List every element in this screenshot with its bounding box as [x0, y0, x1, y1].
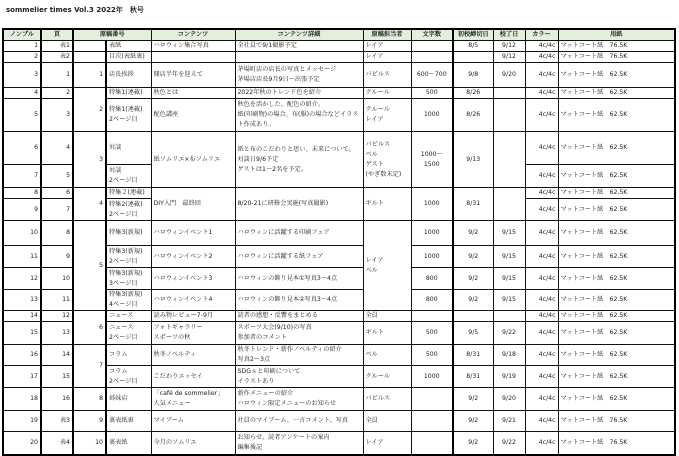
cell-content[interactable]: ハロウィンイベント4 [151, 290, 235, 311]
cell-writer[interactable]: ベル [363, 345, 411, 366]
cell-ms-title[interactable]: 特集1(連載) 2ページ目 [106, 99, 151, 132]
cell-nombre[interactable]: 13 [3, 290, 41, 311]
cell-first-proof[interactable]: 9/2 [453, 290, 493, 311]
cell-ms-title[interactable]: コラム [106, 345, 151, 366]
cell-final[interactable]: 9/12 [493, 52, 525, 63]
header-char-count: 文字数 [411, 29, 453, 41]
cell-ms-title[interactable]: 表紙 [106, 41, 151, 52]
cell-chars[interactable] [411, 411, 453, 432]
cell-nombre[interactable]: 1 [3, 41, 41, 52]
cell-chars[interactable] [411, 311, 453, 322]
cell-paper[interactable]: マットコート紙 62.5K [558, 322, 675, 345]
cell-writer[interactable]: レイア [363, 41, 411, 52]
cell-paper[interactable]: マットコート紙 62.5K [558, 311, 675, 322]
cell-ms-title[interactable]: 裏表紙裏 [106, 411, 151, 432]
cell-ms-title[interactable]: コラム 2ページ目 [106, 366, 151, 388]
cell-final[interactable] [493, 132, 525, 188]
cell-color[interactable]: 4c/4c [525, 52, 558, 63]
cell-detail[interactable]: ハロウィンの飾り見本①写真3～4点 [235, 268, 363, 290]
cell-ms-title[interactable]: 特集２(連載) [106, 188, 151, 199]
table-row [3, 188, 675, 199]
cell-paper[interactable]: マットコート紙 62.5K [558, 388, 675, 411]
cell-chars[interactable]: 800 [411, 290, 453, 311]
cell-final[interactable]: 9/15 [493, 221, 525, 246]
cell-first-proof[interactable]: 9/13 [453, 132, 493, 188]
cell-paper[interactable]: マットコート紙 76.5K [558, 432, 675, 455]
cell-ms-no[interactable]: 9 [73, 411, 106, 432]
cell-final[interactable]: 9/22 [493, 322, 525, 345]
cell-nombre[interactable]: 11 [3, 246, 41, 268]
cell-detail[interactable]: お知らせ、読者アンケートの案内 編集後記 [235, 432, 363, 455]
cell-content[interactable]: マイブーム [151, 411, 235, 432]
cell-detail[interactable]: ハロウィンに活躍する印刷フェア [235, 221, 363, 246]
cell-page[interactable]: 表3 [41, 411, 73, 432]
cell-writer[interactable]: 全員 [363, 411, 411, 432]
cell-paper[interactable]: マットコート紙 62.5K [558, 99, 675, 132]
cell-color[interactable]: 4c/4c [525, 221, 558, 246]
cell-detail[interactable]: 8/20-21に研修会実施(写真撮影) [235, 188, 363, 221]
cell-page[interactable]: 12 [41, 311, 73, 322]
cell-content[interactable]: 秋色とは [151, 88, 235, 99]
cell-writer[interactable]: レイア [363, 52, 411, 63]
table-row [3, 52, 675, 63]
cell-nombre[interactable]: 17 [3, 366, 41, 388]
cell-ms-title[interactable]: 裏表紙 [106, 432, 151, 455]
cell-detail[interactable]: 紙と布のこだわりと思い、未来について。対談日9/6予定 ゲストは1～2名を予定。 [235, 132, 363, 188]
cell-page[interactable]: 14 [41, 345, 73, 366]
cell-page[interactable]: 8 [41, 221, 73, 246]
cell-paper[interactable]: マットコート紙 62.5K [558, 366, 675, 388]
cell-first-proof[interactable]: 9/5 [453, 322, 493, 345]
cell-final[interactable] [493, 311, 525, 322]
cell-first-proof[interactable]: 8/26 [453, 99, 493, 132]
cell-page[interactable]: 5 [41, 165, 73, 188]
cell-ms-no[interactable] [73, 52, 106, 63]
cell-detail[interactable]: 読者の感想・反響をまとめる [235, 311, 363, 322]
cell-final[interactable]: 9/20 [493, 63, 525, 88]
cell-paper[interactable]: マットコート紙 62.5K [558, 165, 675, 188]
cell-ms-title[interactable]: 特集1(連載) [106, 88, 151, 99]
cell-page[interactable]: 9 [41, 246, 73, 268]
cell-color[interactable]: 4c/4c [525, 188, 558, 199]
cell-final[interactable]: 9/15 [493, 268, 525, 290]
cell-writer[interactable]: クルール [363, 88, 411, 99]
table-row [3, 63, 675, 88]
cell-first-proof[interactable] [453, 52, 493, 63]
document-title: sommelier times Vol.3 2022年 秋号 [6, 6, 144, 14]
cell-ms-title[interactable]: 対談 [106, 132, 151, 165]
table-row [3, 41, 675, 52]
cell-writer[interactable]: ギルト [363, 322, 411, 345]
cell-chars[interactable] [411, 432, 453, 455]
cell-chars[interactable] [411, 52, 453, 63]
cell-color[interactable]: 4c/4c [525, 246, 558, 268]
cell-writer[interactable]: クルール [363, 366, 411, 388]
cell-content[interactable]: 紙ソムリエ×布ソムリエ [151, 132, 235, 188]
cell-ms-no[interactable]: 5 [73, 221, 106, 311]
cell-first-proof[interactable]: 9/2 [453, 388, 493, 411]
cell-page[interactable]: 13 [41, 322, 73, 345]
cell-color[interactable]: 4c/4c [525, 411, 558, 432]
cell-detail[interactable]: 秋冬トレンド・新作ノベルティの紹介 写真2～3点 [235, 345, 363, 366]
cell-nombre[interactable]: 14 [3, 311, 41, 322]
cell-color[interactable]: 4c/4c [525, 322, 558, 345]
header-contents-detail: コンテンツ詳細 [235, 29, 363, 41]
header-final-proof-date: 校了日 [493, 29, 525, 41]
cell-paper[interactable]: マットコート紙 62.5K [558, 345, 675, 366]
cell-final[interactable] [493, 99, 525, 132]
cell-ms-no[interactable]: 8 [73, 388, 106, 411]
cell-final[interactable]: 9/18 [493, 345, 525, 366]
cell-paper[interactable]: マットコート紙 62.5K [558, 246, 675, 268]
cell-nombre[interactable]: 16 [3, 345, 41, 366]
cell-ms-no[interactable]: 7 [73, 345, 106, 388]
cell-first-proof[interactable]: 8/31 [453, 188, 493, 221]
cell-first-proof[interactable]: 9/2 [453, 268, 493, 290]
cell-first-proof[interactable]: 8/31 [453, 345, 493, 366]
table-row [3, 132, 675, 165]
cell-ms-title[interactable]: 特集3(新規) 2ページ目 [106, 246, 151, 268]
cell-content[interactable]: 配色講座 [151, 99, 235, 132]
cell-writer[interactable]: クルール レイア [363, 99, 411, 132]
cell-nombre[interactable]: 3 [3, 63, 41, 88]
cell-ms-title[interactable]: 特集3(新規) 4ページ目 [106, 290, 151, 311]
cell-page[interactable]: 16 [41, 388, 73, 411]
cell-nombre[interactable]: 8 [3, 188, 41, 199]
cell-content[interactable]: ハロウィンイベント3 [151, 268, 235, 290]
cell-detail[interactable]: 社員のマイブーム、一言コメント、写真 [235, 411, 363, 432]
cell-chars[interactable]: 500 [411, 345, 453, 366]
cell-content[interactable]: ハロウィンイベント2 [151, 246, 235, 268]
header-nombre: ノンブル [3, 29, 41, 41]
cell-chars[interactable]: 500 [411, 322, 453, 345]
cell-color[interactable]: 4c/4c [525, 366, 558, 388]
cell-nombre[interactable]: 15 [3, 322, 41, 345]
cell-content[interactable]: こだわりエッセイ [151, 366, 235, 388]
cell-nombre[interactable]: 5 [3, 99, 41, 132]
cell-page[interactable]: 4 [41, 132, 73, 165]
cell-paper[interactable]: マットコート紙 62.5K [558, 188, 675, 199]
header-contents: コンテンツ [151, 29, 235, 41]
cell-ms-title[interactable]: 特集3(新規) [106, 221, 151, 246]
cell-color[interactable]: 4c/4c [525, 63, 558, 88]
cell-writer[interactable]: レイア ベル [363, 221, 411, 311]
cell-writer[interactable]: パピルス [363, 388, 411, 411]
table-row [3, 432, 675, 455]
cell-nombre[interactable]: 4 [3, 88, 41, 99]
cell-paper[interactable]: マットコート紙 62.5K [558, 63, 675, 88]
cell-first-proof[interactable]: 9/2 [453, 411, 493, 432]
cell-nombre[interactable]: 18 [3, 388, 41, 411]
cell-writer[interactable]: 全員 [363, 311, 411, 322]
cell-first-proof[interactable] [453, 311, 493, 322]
table-row [3, 345, 675, 366]
cell-color[interactable]: 4c/4c [525, 432, 558, 455]
cell-color[interactable]: 4c/4c [525, 345, 558, 366]
cell-page[interactable]: 15 [41, 366, 73, 388]
cell-chars[interactable]: 800 [411, 268, 453, 290]
cell-content[interactable]: 開店半年を迎えて [151, 63, 235, 88]
cell-page[interactable]: 表1 [41, 41, 73, 52]
cell-color[interactable]: 4c/4c [525, 388, 558, 411]
cell-paper[interactable]: マットコート紙 76.5K [558, 52, 675, 63]
cell-nombre[interactable]: 19 [3, 411, 41, 432]
cell-page[interactable]: 3 [41, 99, 73, 132]
cell-content[interactable]: ハロウィン集合写真 [151, 41, 235, 52]
cell-content[interactable]: DIY入門 最終回 [151, 188, 235, 221]
cell-color[interactable]: 4c/4c [525, 311, 558, 322]
cell-paper[interactable]: マットコート紙 62.5K [558, 132, 675, 165]
cell-chars[interactable] [411, 388, 453, 411]
cell-paper[interactable]: マットコート紙 62.5K [558, 221, 675, 246]
cell-color[interactable]: 4c/4c [525, 132, 558, 165]
cell-writer[interactable]: ギルト [363, 188, 411, 221]
cell-chars[interactable]: 500 [411, 88, 453, 99]
table-row [3, 88, 675, 99]
cell-page[interactable]: 7 [41, 199, 73, 221]
cell-page[interactable]: 10 [41, 268, 73, 290]
cell-detail[interactable]: 新作メニューの紹介 ハロウィン限定メニューのお知らせ [235, 388, 363, 411]
cell-color[interactable]: 4c/4c [525, 41, 558, 52]
cell-color[interactable]: 4c/4c [525, 88, 558, 99]
cell-color[interactable]: 4c/4c [525, 268, 558, 290]
table-row [3, 221, 675, 246]
cell-first-proof[interactable]: 8/5 [453, 41, 493, 52]
cell-ms-no[interactable]: 10 [73, 432, 106, 455]
cell-paper[interactable]: マットコート紙 62.5K [558, 88, 675, 99]
cell-content[interactable]: フォトギャラリー スポーツの秋 [151, 322, 235, 345]
cell-nombre[interactable]: 10 [3, 221, 41, 246]
cell-color[interactable]: 4c/4c [525, 99, 558, 132]
cell-final[interactable]: 9/15 [493, 246, 525, 268]
cell-ms-title[interactable]: ニュース 2ページ目 [106, 322, 151, 345]
cell-ms-title[interactable]: 特集2(連載) 2ページ目 [106, 199, 151, 221]
cell-nombre[interactable]: 2 [3, 52, 41, 63]
cell-ms-no[interactable]: 3 [73, 132, 106, 188]
cell-first-proof[interactable]: 8/31 [453, 366, 493, 388]
cell-ms-no[interactable]: 6 [73, 311, 106, 345]
cell-ms-title[interactable]: ニュース [106, 311, 151, 322]
header-first-proof-deadline: 初校締切日 [453, 29, 493, 41]
cell-final[interactable]: 9/19 [493, 366, 525, 388]
cell-final[interactable]: 9/22 [493, 432, 525, 455]
cell-nombre[interactable]: 12 [3, 268, 41, 290]
cell-detail[interactable]: 秋色を活かした、配色の紹介。 紙(印刷物)の場合、布(服)の場合などイラスト作成あり。 [235, 99, 363, 132]
cell-nombre[interactable]: 6 [3, 132, 41, 165]
cell-first-proof[interactable]: 9/2 [453, 246, 493, 268]
cell-ms-title[interactable]: 目次(表紙裏) [106, 52, 151, 63]
cell-final[interactable]: 9/15 [493, 290, 525, 311]
cell-page[interactable]: 表2 [41, 52, 73, 63]
cell-chars[interactable]: 1000 [411, 366, 453, 388]
cell-page[interactable]: 6 [41, 188, 73, 199]
cell-ms-title[interactable]: 対談 2ページ目 [106, 165, 151, 188]
cell-content[interactable]: ハロウィンイベント1 [151, 221, 235, 246]
cell-color[interactable]: 4c/4c [525, 199, 558, 221]
cell-ms-title[interactable]: 店長挨拶 [106, 63, 151, 88]
cell-chars[interactable] [411, 41, 453, 52]
cell-paper[interactable]: マットコート紙 62.5K [558, 268, 675, 290]
cell-detail[interactable]: SDGｓと印刷について イラストあり [235, 366, 363, 388]
cell-nombre[interactable]: 7 [3, 165, 41, 188]
page-plan-table [2, 28, 676, 456]
cell-content[interactable]: 読み物レビュー7-9月 [151, 311, 235, 322]
header-row [3, 29, 675, 41]
cell-chars[interactable]: 600～700 [411, 63, 453, 88]
cell-paper[interactable]: マットコート紙 62.5K [558, 199, 675, 221]
header-page: 頁 [41, 29, 73, 41]
cell-content[interactable]: 今月のソムリエ [151, 432, 235, 455]
cell-final[interactable]: 9/21 [493, 411, 525, 432]
cell-detail[interactable]: ハロウィンに活躍する紙フェア [235, 246, 363, 268]
cell-page[interactable]: 表4 [41, 432, 73, 455]
cell-detail[interactable]: 茅場町店の店長の写真とメッセージ 茅場店店長9月9日～出張予定 [235, 63, 363, 88]
cell-final[interactable] [493, 188, 525, 221]
cell-chars[interactable]: 1000 [411, 246, 453, 268]
cell-content[interactable]: 秋冬ノベルティ [151, 345, 235, 366]
cell-final[interactable]: 9/20 [493, 388, 525, 411]
cell-chars[interactable]: 1000～1500 [411, 132, 453, 188]
cell-page[interactable]: 1 [41, 63, 73, 88]
cell-first-proof[interactable]: 9/8 [453, 63, 493, 88]
cell-first-proof[interactable]: 9/2 [453, 432, 493, 455]
cell-detail[interactable]: 全社員で9/1撮影予定 [235, 41, 363, 52]
cell-first-proof[interactable]: 9/2 [453, 221, 493, 246]
cell-detail[interactable]: 2022年秋のトレンド色を紹介 [235, 88, 363, 99]
cell-detail[interactable]: ハロウィンの飾り見本②写真3～4点 [235, 290, 363, 311]
cell-ms-no[interactable]: 2 [73, 88, 106, 132]
table-row [3, 388, 675, 411]
table-row [3, 311, 675, 322]
cell-paper[interactable]: マットコート紙 76.5K [558, 41, 675, 52]
cell-paper[interactable]: マットコート紙 76.5K [558, 411, 675, 432]
cell-content[interactable] [151, 52, 235, 63]
cell-color[interactable]: 4c/4c [525, 165, 558, 188]
header-color: カラー [525, 29, 558, 41]
header-paper: 用紙 [558, 29, 675, 41]
cell-ms-no[interactable]: 1 [73, 63, 106, 88]
cell-page[interactable]: 11 [41, 290, 73, 311]
cell-chars[interactable]: 1000 [411, 221, 453, 246]
cell-detail[interactable] [235, 52, 363, 63]
cell-page[interactable]: 2 [41, 88, 73, 99]
header-manuscript-number: 原稿番号 [73, 29, 151, 41]
cell-final[interactable] [493, 88, 525, 99]
cell-writer[interactable]: パピルス ベル ゲスト (やぎ数未定) [363, 132, 411, 188]
cell-nombre[interactable]: 20 [3, 432, 41, 455]
cell-ms-no[interactable]: 4 [73, 188, 106, 221]
cell-content[interactable]: 「café de sommelier」 人気メニュー [151, 388, 235, 411]
cell-writer[interactable]: レイア [363, 432, 411, 455]
cell-color[interactable]: 4c/4c [525, 290, 558, 311]
cell-writer[interactable]: パピルス [363, 63, 411, 88]
cell-final[interactable]: 9/12 [493, 41, 525, 52]
cell-detail[interactable]: スポーツ大会(9/10)の写真 参加者のコメント [235, 322, 363, 345]
cell-chars[interactable]: 1000 [411, 188, 453, 221]
header-writer: 原稿担当者 [363, 29, 411, 41]
cell-nombre[interactable]: 9 [3, 199, 41, 221]
cell-ms-title[interactable]: 特集3(新規) 3ページ目 [106, 268, 151, 290]
cell-chars[interactable]: 1000 [411, 99, 453, 132]
cell-first-proof[interactable]: 8/26 [453, 88, 493, 99]
cell-ms-title[interactable]: 姉妹店 [106, 388, 151, 411]
table-row [3, 411, 675, 432]
cell-paper[interactable]: マットコート紙 62.5K [558, 290, 675, 311]
cell-ms-no[interactable] [73, 41, 106, 52]
